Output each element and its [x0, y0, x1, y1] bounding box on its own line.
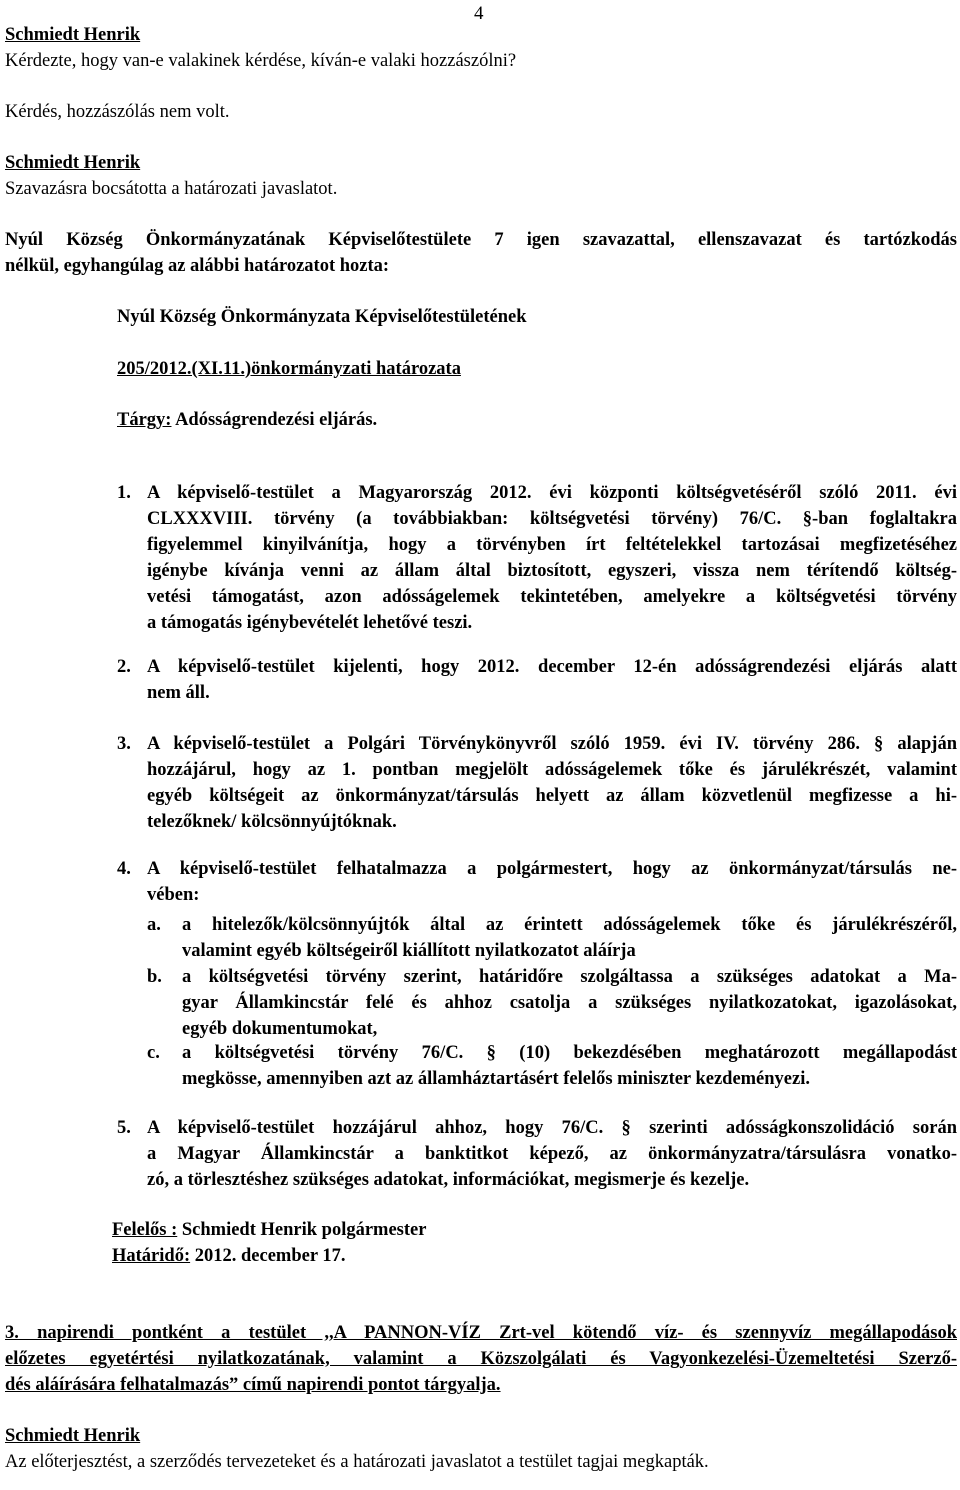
subject-label: Tárgy: — [117, 410, 172, 430]
item-number: c. — [147, 1043, 160, 1063]
item-text-line: CLXXXVIII. törvény (a továbbiakban: költségvetési törvény) 76/C. §-ban foglaltakra — [147, 509, 957, 529]
item-text-line: egyéb költségeit az önkormányzat/társulás helyett az állam közvetlenül megfizesse a hi- — [147, 786, 957, 806]
item-text-line: a költségvetési törvény 76/C. § (10) bekezdésében meghatározott megállapodást — [182, 1043, 957, 1063]
resolution-body: Nyúl Község Önkormányzata Képviselőtestületének — [117, 307, 527, 327]
item-text-line: igénybe kívánja venni az állam által biztosított, egyszeri, vissza nem térítendő költség- — [147, 561, 957, 581]
no-questions-note: Kérdés, hozzászólás nem volt. — [5, 102, 230, 122]
page-number: 4 — [474, 3, 484, 24]
item-number: 1. — [117, 483, 131, 503]
item-number: b. — [147, 967, 162, 987]
speaker-statement: Szavazásra bocsátotta a határozati javaslatot. — [5, 179, 338, 199]
item-text-line: vében: — [147, 885, 200, 905]
item-text-line: A képviselő-testület a Polgári Törvénykönyvről szóló 1959. évi IV. törvény 286. § alapján — [147, 734, 957, 754]
item-number: 5. — [117, 1118, 131, 1138]
item-text-line: zó, a törlesztéshez szükséges adatokat, információkat, megismerje és kezelje. — [147, 1170, 750, 1190]
agenda-line: dés aláírására felhatalmazás” című napirendi pontot tárgyalja. — [5, 1375, 501, 1395]
item-text-line: A képviselő-testület felhatalmazza a polgármestert, hogy az önkormányzat/társulás ne- — [147, 859, 957, 879]
responsible-label: Felelős : — [112, 1220, 178, 1240]
item-text-line: A képviselő-testület a Magyarország 2012. évi központi költségvetéséről szóló 2011. évi — [147, 483, 957, 503]
item-number: 3. — [117, 734, 131, 754]
item-text-line: A képviselő-testület hozzájárul ahhoz, hogy 76/C. § szerinti adósságkonszolidáció során — [147, 1118, 957, 1138]
item-text-line: a hitelezők/kölcsönnyújtók által az érintett adósságelemek tőke és járulékrészéről, — [182, 915, 957, 935]
item-text-line: valamint egyéb költségeiről kiállított nyilatkozatot aláírja — [182, 941, 636, 961]
vote-result-line: nélkül, egyhangúlag az alábbi határozatot hozta: — [5, 256, 390, 276]
speaker-statement: Kérdezte, hogy van-e valakinek kérdése, kíván-e valaki hozzászólni? — [5, 51, 517, 71]
resolution-number: 205/2012.(XI.11.)önkormányzati határozata — [117, 359, 461, 379]
item-number: 4. — [117, 859, 131, 879]
subject-text: Adósságrendezési eljárás. — [171, 410, 378, 430]
item-text-line: nem áll. — [147, 683, 210, 703]
agenda-line: előzetes egyetértési nyilatkozatának, valamint a Közszolgálati és Vagyonkezelési-Üzemeltetési Szerző- — [5, 1349, 957, 1369]
responsible-text: Schmiedt Henrik polgármester — [177, 1220, 427, 1240]
speaker-statement: Az előterjesztést, a szerződés tervezeteket és a határozati javaslatot a testület tagjai megkapták. — [5, 1452, 709, 1472]
deadline — [112, 1243, 345, 1269]
responsible-person — [112, 1217, 426, 1243]
deadline-label: Határidő: — [112, 1246, 191, 1266]
agenda-line: 3. napirendi pontként a testület ,,A PANNON-VÍZ Zrt-vel kötendő víz- és szennyvíz megállapodások — [5, 1323, 957, 1343]
item-number: 2. — [117, 657, 131, 677]
item-text-line: a Magyar Államkincstár a banktitkot képező, az önkormányzatra/társulásra vonatko- — [147, 1144, 957, 1164]
item-text-line: A képviselő-testület kijelenti, hogy 2012. december 12-én adósságrendezési eljárás alatt — [147, 657, 957, 677]
item-number: a. — [147, 915, 161, 935]
speaker-name: Schmiedt Henrik — [5, 153, 141, 173]
item-text-line: hozzájárul, hogy az 1. pontban megjelölt adósságelemek tőke és járulékrészét, valamint — [147, 760, 957, 780]
speaker-name: Schmiedt Henrik — [5, 25, 141, 45]
item-text-line: vetési támogatást, azon adósságelemek tekintetében, amelyekre a költségvetési törvény — [147, 587, 957, 607]
item-text-line: figyelemmel kinyilvánítja, hogy a törvényben írt feltételekkel tartozásai megfizetéséhez — [147, 535, 957, 555]
item-text-line: telezőknek/ kölcsönnyújtóknak. — [147, 812, 397, 832]
item-text-line: a költségvetési törvény szerint, határidőre szolgáltassa a szükséges adatokat a Ma- — [182, 967, 957, 987]
item-text-line: gyar Államkincstár felé és ahhoz csatolja a szükséges nyilatkozatokat, igazolásokat, — [182, 993, 957, 1013]
vote-result-line: Nyúl Község Önkormányzatának Képviselőtestülete 7 igen szavazattal, ellenszavazat és tartózkodás — [5, 230, 957, 250]
item-text-line: a támogatás igénybevételét lehetővé teszi. — [147, 613, 473, 633]
speaker-name: Schmiedt Henrik — [5, 1426, 141, 1446]
item-text-line: megkösse, amennyiben azt az államháztartásért felelős miniszter kezdeményezi. — [182, 1069, 810, 1089]
item-text-line: egyéb dokumentumokat, — [182, 1019, 378, 1039]
resolution-subject — [117, 407, 377, 433]
deadline-text: 2012. december 17. — [190, 1246, 346, 1266]
